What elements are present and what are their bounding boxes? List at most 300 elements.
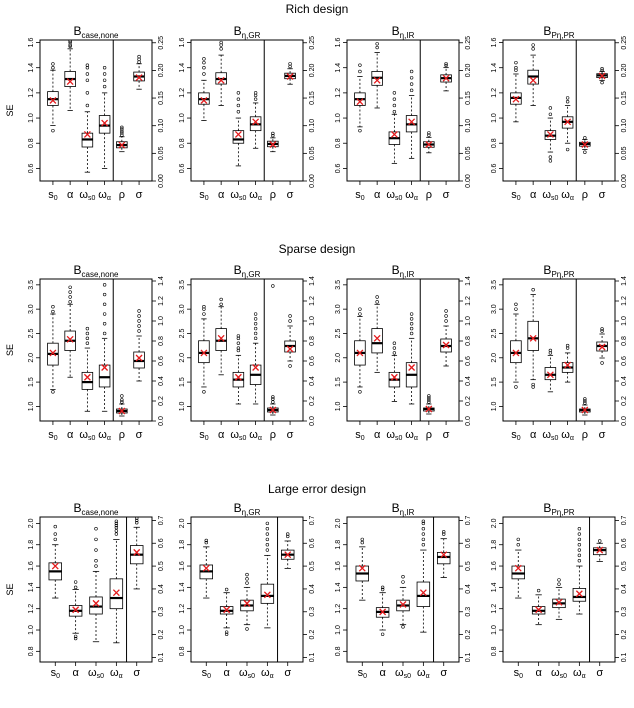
x-tick-label: α xyxy=(379,667,386,679)
y2-tick-label: 0.0 xyxy=(309,416,316,426)
y2-tick-label: 1.2 xyxy=(621,296,628,306)
box-s0 xyxy=(355,64,366,132)
outlier-point xyxy=(52,305,55,308)
x-tick-label: ρ xyxy=(269,189,276,201)
outlier-point xyxy=(138,320,141,323)
y2-tick-label: 0.1 xyxy=(621,652,628,663)
y2-tick-label: 0.20 xyxy=(158,63,165,78)
box-α xyxy=(532,589,545,625)
x-tick-label: α xyxy=(223,667,230,679)
box-σ xyxy=(130,517,143,589)
outlier-point xyxy=(393,347,396,350)
outlier-point xyxy=(422,543,425,546)
box-s0 xyxy=(200,539,213,598)
y2-tick-label: 0.4 xyxy=(621,584,628,594)
y-tick-label: 0.6 xyxy=(179,163,186,174)
y2-tick-label: 0.5 xyxy=(465,561,472,571)
outlier-point xyxy=(203,73,206,76)
outlier-point xyxy=(52,129,55,132)
y-tick-label: 1.4 xyxy=(28,62,35,73)
y-tick-label: 1.8 xyxy=(28,539,35,550)
y-tick-label: 1.8 xyxy=(179,539,186,550)
y2-tick-label: 0.7 xyxy=(309,515,316,526)
y-tick-label: 0.6 xyxy=(491,163,498,174)
outlier-point xyxy=(566,100,569,103)
y2-tick-label: 0.8 xyxy=(621,336,628,346)
box-ωs0 xyxy=(82,327,93,411)
y2-tick-label: 0.6 xyxy=(465,538,472,549)
outlier-point xyxy=(558,579,561,582)
y2-tick-label: 0.4 xyxy=(158,376,165,386)
y-tick-label: 3.0 xyxy=(179,304,186,315)
box-α xyxy=(216,41,227,105)
y2-tick-label: 0.6 xyxy=(309,356,316,366)
outlier-point xyxy=(359,129,362,132)
x-tick-label: s0 xyxy=(199,189,209,202)
outlier-point xyxy=(103,283,106,286)
outlier-point xyxy=(103,303,106,306)
y-tick-label: 1.5 xyxy=(28,377,35,387)
outlier-point xyxy=(410,83,413,86)
outlier-point xyxy=(203,61,206,64)
y-tick-label: 1.2 xyxy=(335,88,342,98)
panel xyxy=(179,36,316,202)
y2-tick-label: 0.8 xyxy=(309,336,316,346)
y2-tick-label: 0.20 xyxy=(621,63,628,78)
outlier-point xyxy=(410,332,413,335)
x-tick-label: ωs0 xyxy=(542,189,559,202)
box-α xyxy=(216,298,227,375)
y-tick-label: 1.4 xyxy=(491,62,498,73)
outlier-point xyxy=(69,286,72,289)
y-tick-label: 1.5 xyxy=(491,377,498,387)
box-s0 xyxy=(511,61,522,122)
y2-tick-label: 0.10 xyxy=(158,118,165,133)
box-ρ xyxy=(580,136,591,153)
y-tick-label: 1.6 xyxy=(179,561,186,571)
outlier-point xyxy=(115,533,118,536)
y2-tick-label: 0.7 xyxy=(465,515,472,526)
outlier-point xyxy=(376,42,379,45)
y-tick-label: 1.0 xyxy=(491,401,498,412)
outlier-point xyxy=(271,396,274,399)
x-tick-label: ωα xyxy=(405,189,418,202)
x-tick-label: α xyxy=(529,189,537,201)
panel xyxy=(28,515,165,680)
outlier-point xyxy=(86,104,89,107)
outlier-point xyxy=(54,525,57,528)
y-tick-label: 1.0 xyxy=(491,625,498,635)
panel-frame xyxy=(191,40,303,181)
x-tick-label: α xyxy=(72,667,79,679)
box-ωs0 xyxy=(553,579,566,620)
outlier-point xyxy=(237,342,240,345)
y-tick-label: 3.5 xyxy=(28,279,35,290)
outlier-point xyxy=(246,628,249,631)
x-tick-label: ωα xyxy=(98,189,111,202)
x-tick-label: α xyxy=(373,189,381,201)
x-tick-label: α xyxy=(66,189,74,201)
panel-title: $B_{P\eta,PR}$ xyxy=(543,24,575,40)
outlier-point xyxy=(359,70,362,73)
y2-tick-label: 0.7 xyxy=(621,515,628,526)
outlier-point xyxy=(246,577,249,580)
box-ρ xyxy=(268,285,279,415)
panel xyxy=(335,515,472,680)
y-tick-label: 1.8 xyxy=(335,539,342,550)
outlier-point xyxy=(410,327,413,330)
y2-tick-label: 0.2 xyxy=(158,396,165,406)
outlier-point xyxy=(402,581,405,584)
y2-tick-label: 1.4 xyxy=(621,276,628,286)
y2-tick-label: 0.15 xyxy=(158,91,165,105)
panel xyxy=(491,36,628,202)
panel xyxy=(179,515,316,680)
outlier-point xyxy=(410,322,413,325)
box-s0 xyxy=(48,305,59,393)
box-ωs0 xyxy=(545,349,556,392)
y2-tick-label: 0.00 xyxy=(158,174,165,188)
y2-tick-label: 0.15 xyxy=(621,91,628,105)
panel-title: $B_{\eta,IR}$ xyxy=(391,24,415,40)
box-ρ xyxy=(117,395,128,416)
y2-tick-label: 0.8 xyxy=(465,336,472,346)
box-ρ xyxy=(268,132,279,152)
outlier-point xyxy=(220,298,223,301)
y-tick-label: 1.0 xyxy=(335,401,342,412)
y2-tick-label: 0.00 xyxy=(465,174,472,188)
y2-tick-label: 0.15 xyxy=(465,91,472,105)
x-tick-label: s0 xyxy=(355,429,365,442)
box-s0 xyxy=(48,63,59,133)
box-iqr xyxy=(233,131,244,144)
x-tick-label: ωα xyxy=(561,189,574,202)
outlier-point xyxy=(566,148,569,151)
y2-tick-label: 1.4 xyxy=(158,276,165,286)
y-tick-label: 1.0 xyxy=(491,113,498,123)
outlier-point xyxy=(376,296,379,299)
y2-tick-label: 0.4 xyxy=(621,376,628,386)
y-tick-label: 0.8 xyxy=(335,138,342,149)
outlier-point xyxy=(422,527,425,530)
y-axis-label: SE xyxy=(5,104,15,117)
box-ωα xyxy=(99,66,110,168)
x-tick-label: ωα xyxy=(573,667,586,680)
y2-tick-label: 0.7 xyxy=(158,515,165,526)
x-tick-label: s0 xyxy=(511,429,521,442)
outlier-point xyxy=(578,554,581,557)
x-tick-label: σ xyxy=(442,429,450,441)
box-ωs0 xyxy=(233,334,244,403)
y2-tick-label: 1.2 xyxy=(465,296,472,306)
outlier-point xyxy=(402,575,405,578)
x-tick-label: s0 xyxy=(48,429,58,442)
outlier-point xyxy=(254,337,257,340)
outlier-point xyxy=(549,107,552,110)
box-iqr xyxy=(593,548,606,555)
outlier-point xyxy=(52,66,55,69)
y-tick-label: 1.4 xyxy=(179,582,186,593)
y2-tick-label: 1.4 xyxy=(309,276,316,286)
outlier-point xyxy=(410,313,413,316)
x-tick-label: s0 xyxy=(48,189,58,202)
outlier-point xyxy=(517,538,520,541)
box-σ xyxy=(593,540,606,562)
y2-tick-label: 0.0 xyxy=(621,416,628,426)
y-tick-label: 0.6 xyxy=(28,163,35,174)
panel-title: $B_{\eta,IR}$ xyxy=(391,263,415,279)
y-tick-label: 1.0 xyxy=(179,113,186,123)
y2-tick-label: 0.6 xyxy=(621,356,628,366)
y2-tick-label: 0.00 xyxy=(621,174,628,188)
y2-tick-label: 0.25 xyxy=(158,35,165,50)
box-σ xyxy=(597,67,608,84)
x-tick-label: ωs0 xyxy=(386,429,403,442)
outlier-point xyxy=(566,97,569,100)
y-tick-label: 2.0 xyxy=(491,352,498,363)
y-tick-label: 1.2 xyxy=(491,603,498,614)
y-tick-label: 1.6 xyxy=(179,37,186,48)
x-tick-label: α xyxy=(535,667,542,679)
y2-tick-label: 0.2 xyxy=(621,629,628,640)
outlier-point xyxy=(601,328,604,331)
outlier-point xyxy=(86,79,89,82)
y-tick-label: 3.0 xyxy=(335,304,342,315)
outlier-point xyxy=(359,390,362,393)
outlier-point xyxy=(289,320,292,323)
panel-title: $B_{\eta,GR}$ xyxy=(233,263,261,279)
outlier-point xyxy=(254,322,257,325)
y-tick-label: 3.0 xyxy=(28,304,35,315)
x-tick-label: ωs0 xyxy=(88,667,104,680)
outlier-point xyxy=(445,320,448,323)
outlier-point xyxy=(86,337,89,340)
outlier-point xyxy=(203,66,206,69)
x-tick-label: ρ xyxy=(425,189,432,201)
outlier-point xyxy=(237,104,240,107)
y-axis-label: SE xyxy=(5,343,15,357)
outlier-point xyxy=(549,113,552,116)
outlier-point xyxy=(138,310,141,313)
x-tick-label: α xyxy=(373,429,381,441)
box-s0 xyxy=(199,305,210,393)
box-ρ xyxy=(424,131,435,152)
outlier-point xyxy=(402,625,405,628)
box-α xyxy=(65,286,76,377)
outlier-point xyxy=(103,293,106,296)
box-iqr xyxy=(417,582,430,607)
outlier-point xyxy=(220,47,223,50)
y-tick-label: 3.5 xyxy=(335,279,342,290)
x-tick-label: ωs0 xyxy=(79,189,96,202)
x-tick-label: s0 xyxy=(201,667,211,680)
outlier-point xyxy=(138,58,141,61)
box-ωs0 xyxy=(90,527,103,641)
box-σ xyxy=(441,62,452,90)
outlier-point xyxy=(376,300,379,303)
y-tick-label: 1.6 xyxy=(335,561,342,571)
outlier-point xyxy=(517,543,520,546)
panel-title: $B_{P\eta,PR}$ xyxy=(543,501,575,517)
outlier-point xyxy=(271,401,274,404)
y-tick-label: 1.2 xyxy=(28,603,35,614)
y-tick-label: 3.0 xyxy=(491,304,498,315)
outlier-point xyxy=(95,549,98,552)
y2-tick-label: 0.4 xyxy=(465,584,472,594)
box-ωα xyxy=(417,520,430,632)
y2-tick-label: 0.1 xyxy=(158,652,165,663)
outlier-point xyxy=(237,110,240,113)
y-tick-label: 2.5 xyxy=(179,328,186,339)
outlier-point xyxy=(103,73,106,76)
outlier-point xyxy=(95,538,98,541)
y2-tick-label: 0.10 xyxy=(309,118,316,133)
outlier-point xyxy=(103,322,106,325)
outlier-point xyxy=(601,81,604,84)
y-tick-label: 1.0 xyxy=(28,625,35,635)
x-tick-label: α xyxy=(217,189,225,201)
y-tick-label: 2.5 xyxy=(491,328,498,339)
box-ωs0 xyxy=(389,342,400,402)
box-iqr xyxy=(82,372,93,389)
y2-tick-label: 0.4 xyxy=(309,584,316,594)
outlier-point xyxy=(445,315,448,318)
panel-frame xyxy=(40,40,152,181)
outlier-point xyxy=(578,543,581,546)
y2-tick-label: 0.6 xyxy=(158,356,165,366)
x-tick-label: s0 xyxy=(50,667,60,680)
box-ρ xyxy=(424,395,435,414)
outlier-point xyxy=(578,527,581,530)
y2-tick-label: 0.20 xyxy=(309,63,316,78)
outlier-point xyxy=(359,313,362,316)
y-tick-label: 3.5 xyxy=(179,279,186,290)
x-tick-label: ρ xyxy=(581,189,588,201)
box-s0 xyxy=(356,538,369,600)
y2-tick-label: 0.5 xyxy=(158,561,165,571)
y-tick-label: 1.0 xyxy=(335,113,342,123)
y-tick-label: 2.5 xyxy=(335,328,342,339)
y-tick-label: 1.6 xyxy=(335,37,342,48)
x-tick-label: ωα xyxy=(110,667,123,680)
y-tick-label: 1.4 xyxy=(335,62,342,73)
outlier-point xyxy=(515,308,518,311)
y2-tick-label: 0.0 xyxy=(158,416,165,426)
y2-tick-label: 0.3 xyxy=(465,606,472,617)
box-ωs0 xyxy=(241,573,254,630)
outlier-point xyxy=(361,538,364,541)
outlier-point xyxy=(246,573,249,576)
outlier-point xyxy=(393,98,396,101)
y2-tick-label: 0.5 xyxy=(621,561,628,571)
panel-frame xyxy=(347,40,459,181)
y2-tick-label: 0.6 xyxy=(621,538,628,549)
y-tick-label: 0.8 xyxy=(179,646,186,657)
outlier-point xyxy=(583,136,586,139)
outlier-point xyxy=(427,395,430,398)
outlier-point xyxy=(86,91,89,94)
outlier-point xyxy=(532,288,535,291)
x-tick-label: s0 xyxy=(357,667,367,680)
x-tick-label: ωα xyxy=(405,429,418,442)
x-tick-label: α xyxy=(66,429,74,441)
outlier-point xyxy=(578,549,581,552)
panel-title: $B_{\eta,GR}$ xyxy=(233,501,261,517)
outlier-point xyxy=(103,313,106,316)
y-tick-label: 1.2 xyxy=(179,603,186,614)
outlier-point xyxy=(203,57,206,60)
outlier-point xyxy=(103,85,106,88)
outlier-point xyxy=(254,317,257,320)
y-tick-label: 1.6 xyxy=(491,37,498,48)
outlier-point xyxy=(583,151,586,154)
box-σ xyxy=(285,62,296,84)
box-ωα xyxy=(406,313,417,404)
outlier-point xyxy=(578,559,581,562)
outlier-point xyxy=(289,365,292,368)
outlier-point xyxy=(86,332,89,335)
y-tick-label: 1.6 xyxy=(28,37,35,48)
box-s0 xyxy=(199,57,210,120)
outlier-point xyxy=(254,332,257,335)
y2-tick-label: 0.4 xyxy=(465,376,472,386)
outlier-point xyxy=(266,538,269,541)
box-s0 xyxy=(355,308,366,393)
outlier-point xyxy=(254,327,257,330)
y2-tick-label: 0.20 xyxy=(465,63,472,78)
y-tick-label: 1.4 xyxy=(28,582,35,593)
y2-tick-label: 0.4 xyxy=(158,584,165,594)
y-tick-label: 0.8 xyxy=(179,138,186,149)
y2-tick-label: 0.25 xyxy=(621,35,628,50)
panel-title: $B_{case,none}$ xyxy=(73,263,119,279)
outlier-point xyxy=(52,390,55,393)
y2-tick-label: 0.05 xyxy=(158,146,165,161)
x-tick-label: ωs0 xyxy=(551,667,567,680)
y2-tick-label: 1.0 xyxy=(158,316,165,326)
y2-tick-label: 0.2 xyxy=(158,629,165,640)
y-tick-label: 0.8 xyxy=(491,646,498,657)
outlier-point xyxy=(54,533,57,536)
x-tick-label: σ xyxy=(442,189,450,201)
panel-title: $B_{\eta,GR}$ xyxy=(233,24,261,40)
box-ωα xyxy=(573,527,586,614)
y-tick-label: 1.2 xyxy=(28,88,35,98)
x-tick-label: ρ xyxy=(581,429,588,441)
x-tick-label: ρ xyxy=(118,189,125,201)
y2-tick-label: 0.2 xyxy=(621,396,628,406)
row-title: Large error design xyxy=(267,482,367,496)
outlier-point xyxy=(361,541,364,544)
y-tick-label: 0.8 xyxy=(28,646,35,657)
y2-tick-label: 0.15 xyxy=(309,91,316,105)
outlier-point xyxy=(271,285,274,288)
outlier-point xyxy=(203,390,206,393)
x-tick-label: ωα xyxy=(98,429,111,442)
panel xyxy=(28,36,165,202)
box-ρ xyxy=(117,126,128,152)
x-tick-label: ωα xyxy=(261,667,274,680)
y2-tick-label: 0.10 xyxy=(465,118,472,133)
y-tick-label: 0.6 xyxy=(335,163,342,174)
y-tick-label: 2.0 xyxy=(28,518,35,529)
outlier-point xyxy=(138,325,141,328)
y2-tick-label: 0.3 xyxy=(621,606,628,617)
panel-title: $B_{case,none}$ xyxy=(73,24,119,40)
box-s0 xyxy=(511,303,522,388)
box-ωα xyxy=(250,313,261,404)
y2-tick-label: 0.5 xyxy=(309,561,316,571)
